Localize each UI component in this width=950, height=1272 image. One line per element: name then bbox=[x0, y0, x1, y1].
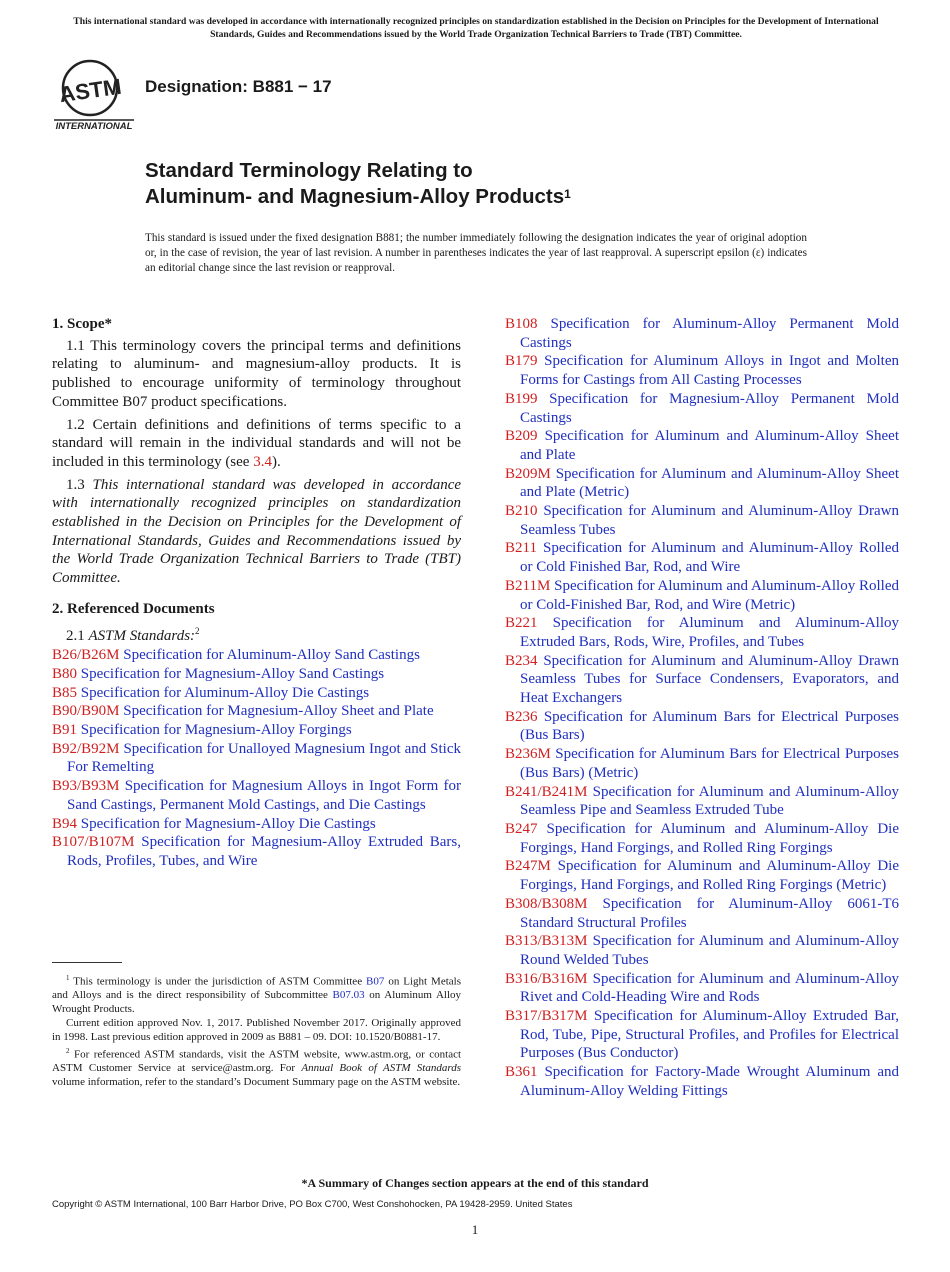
footnote-2-marker[interactable]: 2 bbox=[195, 625, 200, 636]
reference-title-link[interactable]: Specification for Magnesium-Alloy Sheet and Plate bbox=[123, 703, 434, 720]
reference-code-link[interactable]: B94 bbox=[52, 815, 78, 832]
reference-code-link[interactable]: B211 bbox=[505, 540, 537, 557]
title-footnote-marker[interactable]: 1 bbox=[564, 187, 571, 201]
footnote-divider bbox=[52, 962, 122, 963]
reference-title-link[interactable]: Specification for Aluminum and Aluminum-Alloy Drawn Seamless Tubes bbox=[520, 503, 899, 538]
reference-item bbox=[52, 646, 461, 665]
edition-note: Current edition approved Nov. 1, 2017. Published November 2017. Originally approved in 1998. Last previous edition approved in 2009 as B881 – 09. DOI: 10.1520/B0881-17. bbox=[52, 1017, 461, 1043]
reference-item bbox=[505, 352, 899, 389]
reference-code-link[interactable]: B93/B93M bbox=[52, 778, 120, 795]
reference-code-link[interactable]: B107/B107M bbox=[52, 834, 135, 851]
reference-item bbox=[52, 777, 461, 814]
reference-title-link[interactable]: Specification for Aluminum and Aluminum-Alloy Die Forgings, Hand Forgings, and Rolled Ring Forgings bbox=[520, 820, 900, 856]
reference-list-right bbox=[505, 315, 899, 1101]
title-line-2: Aluminum- and Magnesium-Alloy Products$^1$ bbox=[145, 185, 571, 208]
astm-standards-subheading: 2.1 ASTM Standards:$^2$ bbox=[66, 625, 200, 644]
reference-code-link[interactable]: B209M bbox=[505, 465, 551, 482]
reference-title-link[interactable]: Specification for Aluminum and Aluminum-Alloy Rivet and Cold-Heading Wire and Rods bbox=[520, 970, 899, 1006]
left-column bbox=[52, 315, 461, 871]
reference-title-link[interactable]: Specification for Aluminum and Aluminum-Alloy Rolled or Cold Finished Bar, Rod, and Wire bbox=[520, 540, 900, 576]
reference-code-link[interactable]: B221 bbox=[505, 615, 538, 632]
page-number: 1 bbox=[471, 1222, 479, 1237]
reference-code-link[interactable]: B313/B313M bbox=[505, 933, 588, 950]
astm-logo-subtext: INTERNATIONAL bbox=[55, 121, 133, 132]
reference-item bbox=[505, 614, 899, 651]
scope-para-1-2: 1.2 Certain definitions and definitions of terms specific to a standard will remain in the individual standards and will not be included in this terminology (see 3.4). bbox=[52, 416, 461, 470]
footnotes bbox=[52, 972, 461, 1090]
reference-code-link[interactable]: B241/B241M bbox=[505, 783, 588, 800]
reference-code-link[interactable]: B85 bbox=[52, 684, 78, 701]
reference-item bbox=[52, 665, 461, 684]
copyright: Copyright © ASTM International, 100 Barr Harbor Drive, PO Box C700, West Conshohocken, PA 19428-2959. United States bbox=[52, 1199, 573, 1210]
reference-item bbox=[505, 577, 899, 614]
reference-item bbox=[505, 1063, 899, 1100]
reference-title-link[interactable]: Specification for Aluminum-Alloy Die Castings bbox=[80, 684, 370, 701]
issue-notice: This standard is issued under the fixed designation B881; the number immediately following the designation indicates the year of original adoption or, in the case of revision, the year of last revision. A number in parentheses indicates the year of last reapproval. A superscript epsilon (ε) indicates an editorial change since the last revision or reapproval. bbox=[145, 232, 807, 274]
scope-heading: 1. Scope* bbox=[52, 316, 112, 332]
reference-code-link[interactable]: B210 bbox=[505, 503, 538, 520]
reference-title-link[interactable]: Specification for Aluminum-Alloy Permanent Mold Castings bbox=[520, 316, 900, 351]
reference-code-link[interactable]: B247M bbox=[505, 858, 551, 875]
reference-item bbox=[52, 684, 461, 703]
reference-title-link[interactable]: Specification for Aluminum-Alloy Extruded Bar, Rod, Tube, Pipe, Structural Profiles, and Profiles for Electrical Purposes (Bus Conductor) bbox=[520, 1008, 899, 1062]
reference-item bbox=[505, 315, 899, 352]
footnote-1: $^1$ This terminology is under the jurisdiction of ASTM Committee B07 on Light Metals and Alloys and is the direct responsibility of Subcommittee B07.03 on Aluminum Alloy Wrought Products. bbox=[52, 974, 462, 1016]
reference-title-link[interactable]: Specification for Aluminum Bars for Electrical Purposes (Bus Bars) bbox=[520, 708, 899, 744]
reference-item bbox=[505, 502, 899, 539]
reference-title-link[interactable]: Specification for Aluminum and Aluminum-Alloy Drawn Seamless Tubes for Surface Condensers, Evaporators, and Heat Exchangers bbox=[520, 652, 899, 707]
reference-title-link[interactable]: Specification for Magnesium-Alloy Permanent Mold Castings bbox=[520, 390, 899, 426]
reference-title-link[interactable]: Specification for Magnesium Alloys in Ingot Form for Sand Castings, Permanent Mold Castings, and Die Castings bbox=[67, 778, 462, 813]
reference-item bbox=[52, 833, 461, 870]
title-line-1: Standard Terminology Relating to bbox=[145, 159, 473, 182]
reference-item bbox=[505, 857, 899, 894]
reference-item bbox=[505, 539, 899, 576]
footnote-2: $^2$ For referenced ASTM standards, visit the ASTM website, www.astm.org, or contact ASTM Customer Service at service@astm.org. For Annual Book of ASTM Standards volume information, refer to the standard’s Document Summary page on the ASTM website. bbox=[52, 1046, 462, 1088]
reference-item bbox=[52, 740, 461, 777]
reference-item bbox=[505, 465, 899, 502]
reference-item bbox=[505, 745, 899, 782]
reference-code-link[interactable]: B236M bbox=[505, 746, 551, 763]
astm-logo bbox=[54, 58, 134, 134]
reference-item bbox=[505, 895, 899, 932]
reference-title-link[interactable]: Specification for Unalloyed Magnesium Ingot and Stick For Remelting bbox=[67, 740, 462, 776]
reference-item bbox=[505, 1007, 899, 1063]
designation: Designation: B881 − 17 bbox=[145, 77, 332, 96]
committee-b07-link[interactable]: B07 bbox=[366, 975, 385, 988]
reference-title-link[interactable]: Specification for Magnesium-Alloy Extruded Bars, Rods, Profiles, Tubes, and Wire bbox=[67, 834, 461, 869]
scope-para-1-1: 1.1 This terminology covers the principal terms and definitions relating to aluminum- and magnesium-alloy products. It is published to encourage uniformity of terminology throughout Committee B07 product specifications. bbox=[52, 337, 461, 410]
reference-title-link[interactable]: Specification for Aluminum and Aluminum-Alloy Rolled or Cold-Finished Bar, Rod, and Wire (Metric) bbox=[520, 577, 900, 613]
reference-code-link[interactable]: B211M bbox=[505, 577, 551, 594]
reference-item bbox=[52, 815, 461, 834]
reference-item bbox=[505, 708, 899, 745]
reference-code-link[interactable]: B316/B316M bbox=[505, 970, 588, 987]
reference-code-link[interactable]: B26/B26M bbox=[52, 647, 120, 664]
reference-item bbox=[52, 702, 461, 721]
referenced-documents-heading: 2. Referenced Documents bbox=[52, 600, 215, 617]
reference-code-link[interactable]: B247 bbox=[505, 820, 538, 837]
document-title bbox=[145, 158, 571, 210]
reference-item bbox=[505, 427, 899, 464]
reference-code-link[interactable]: B234 bbox=[505, 652, 538, 669]
reference-code-link[interactable]: B179 bbox=[505, 353, 538, 370]
reference-code-link[interactable]: B80 bbox=[52, 665, 78, 682]
reference-code-link[interactable]: B308/B308M bbox=[505, 895, 588, 912]
reference-item bbox=[505, 932, 899, 969]
reference-title-link[interactable]: Specification for Aluminum-Alloy Sand Castings bbox=[123, 647, 420, 664]
astm-logo-text: ASTM bbox=[57, 73, 123, 108]
reference-item bbox=[505, 783, 899, 820]
reference-item bbox=[505, 970, 899, 1007]
reference-title-link[interactable]: Specification for Magnesium-Alloy Forgings bbox=[80, 722, 352, 739]
top-notice: This international standard was developed in accordance with internationally recognized principles on standardization established in the Decision on Principles for the Development of International Standards, Guides and Recommendations issued by the World Trade Organization Technical Barriers to Trade (TBT) Committee. bbox=[73, 16, 879, 40]
reference-title-link[interactable]: Specification for Magnesium-Alloy Die Castings bbox=[80, 815, 376, 832]
reference-title-link[interactable]: Specification for Aluminum Alloys in Ingot and Molten Forms for Castings from All Casting Processes bbox=[520, 353, 899, 389]
reference-title-link[interactable]: Specification for Aluminum-Alloy 6061-T6 Standard Structural Profiles bbox=[520, 895, 900, 931]
reference-code-link[interactable]: B91 bbox=[52, 722, 78, 739]
reference-item bbox=[505, 390, 899, 427]
reference-code-link[interactable]: B199 bbox=[505, 390, 538, 407]
reference-title-link[interactable]: Specification for Aluminum and Aluminum-Alloy Round Welded Tubes bbox=[520, 933, 899, 968]
reference-code-link[interactable]: B236 bbox=[505, 708, 538, 725]
reference-title-link[interactable]: Specification for Aluminum and Aluminum-Alloy Sheet and Plate (Metric) bbox=[520, 465, 900, 501]
reference-code-link[interactable]: B209 bbox=[505, 428, 538, 445]
reference-title-link[interactable]: Specification for Aluminum and Aluminum-Alloy Extruded Bars, Rods, Wire, Profiles, and Tubes bbox=[520, 615, 899, 650]
reference-item bbox=[505, 652, 899, 708]
reference-title-link[interactable]: Specification for Magnesium-Alloy Sand Castings bbox=[80, 665, 385, 682]
reference-title-link[interactable]: Specification for Factory-Made Wrought Aluminum and Aluminum-Alloy Welding Fittings bbox=[520, 1064, 899, 1099]
reference-title-link[interactable]: Specification for Aluminum and Aluminum-Alloy Seamless Pipe and Seamless Extruded Tube bbox=[520, 783, 899, 819]
subcommittee-b07-03-link[interactable]: B07.03 bbox=[332, 989, 365, 1002]
reference-code-link[interactable]: B92/B92M bbox=[52, 740, 120, 757]
reference-item bbox=[505, 820, 899, 857]
right-column bbox=[505, 315, 899, 1101]
reference-item bbox=[52, 721, 461, 740]
scope-para-1-3: 1.3 This international standard was developed in accordance with internationally recognized principles on standardization established in the Decision on Principles for the Development of International Standards, Guides and Recommendations issued by the World Trade Organization Technical Barriers to Trade (TBT) Committee. bbox=[52, 476, 462, 587]
reference-code-link[interactable]: B317/B317M bbox=[505, 1008, 588, 1025]
reference-code-link[interactable]: B361 bbox=[505, 1064, 538, 1081]
reference-title-link[interactable]: Specification for Aluminum Bars for Electrical Purposes (Bus Bars) (Metric) bbox=[520, 746, 899, 781]
reference-code-link[interactable]: B90/B90M bbox=[52, 703, 120, 720]
reference-title-link[interactable]: Specification for Aluminum and Aluminum-Alloy Sheet and Plate bbox=[520, 428, 900, 463]
summary-of-changes-note: *A Summary of Changes section appears at the end of this standard bbox=[301, 1176, 649, 1190]
reference-list-left bbox=[52, 646, 461, 870]
reference-title-link[interactable]: Specification for Aluminum and Aluminum-Alloy Die Forgings, Hand Forgings, and Rolled Ring Forgings (Metric) bbox=[520, 858, 899, 894]
reference-code-link[interactable]: B108 bbox=[505, 316, 538, 332]
section-3-4-link[interactable]: 3.4 bbox=[253, 453, 272, 470]
